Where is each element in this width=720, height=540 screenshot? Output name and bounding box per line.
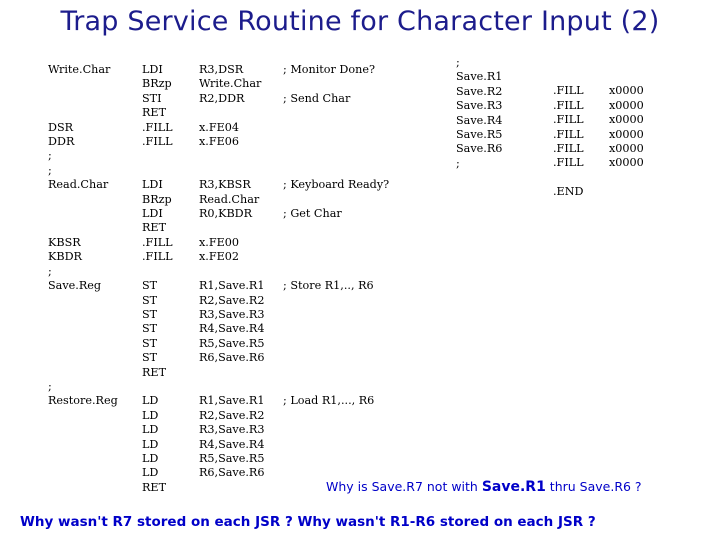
save-r7-question-start: Why is Save.R7 not with xyxy=(326,479,482,494)
jsr-question: Why wasn't R7 stored on each JSR ? Why wasn't R1-R6 stored on each JSR ? xyxy=(20,514,596,530)
data-labels-column: ; Save.R1 Save.R2 Save.R3 Save.R4 Save.R5 Save.R6 ; xyxy=(456,56,503,170)
save-r7-question-end: thru Save.R6 ? xyxy=(545,479,642,494)
code-comments-column: ; Monitor Done? ; Send Char ; Keyboard Ready? ; Get Char ; Store R1,.., R6 ; Load R1,..., R6 xyxy=(283,63,390,408)
save-r1-emphasis: Save.R1 xyxy=(481,479,546,495)
slide-title: Trap Service Routine for Character Input (2) xyxy=(60,6,660,37)
code-labels-column: Write.Char DSR DDR ; ; Read.Char KBSR KBDR ; Save.Reg ; Restore.Reg xyxy=(48,63,118,408)
code-opcodes-column: LDI BRzp STI RET .FILL .FILL LDI BRzp LDI RET .FILL .FILL ST ST ST ST ST ST RET LD LD LD LD LD LD RET xyxy=(142,63,173,494)
save-r7-question xyxy=(326,479,642,495)
data-values-column: x0000 x0000 x0000 x0000 x0000 x0000 xyxy=(609,84,644,170)
data-directives-column: .FILL .FILL .FILL .FILL .FILL .FILL .END xyxy=(553,84,584,199)
code-operands-column: R3,DSR Write.Char R2,DDR x.FE04 x.FE06 R3,KBSR Read.Char R0,KBDR x.FE00 x.FE02 R1,Save.R1 R2,Save.R2 R3,Save.R3 R4,Save.R4 R5,Save.R5 R6,Save.R6 R1,Save.R1 R2,Save.R2 R3,Save.R3 R4,Save.R4 R5,Save.R5 R6,Save.R6 xyxy=(199,63,265,480)
